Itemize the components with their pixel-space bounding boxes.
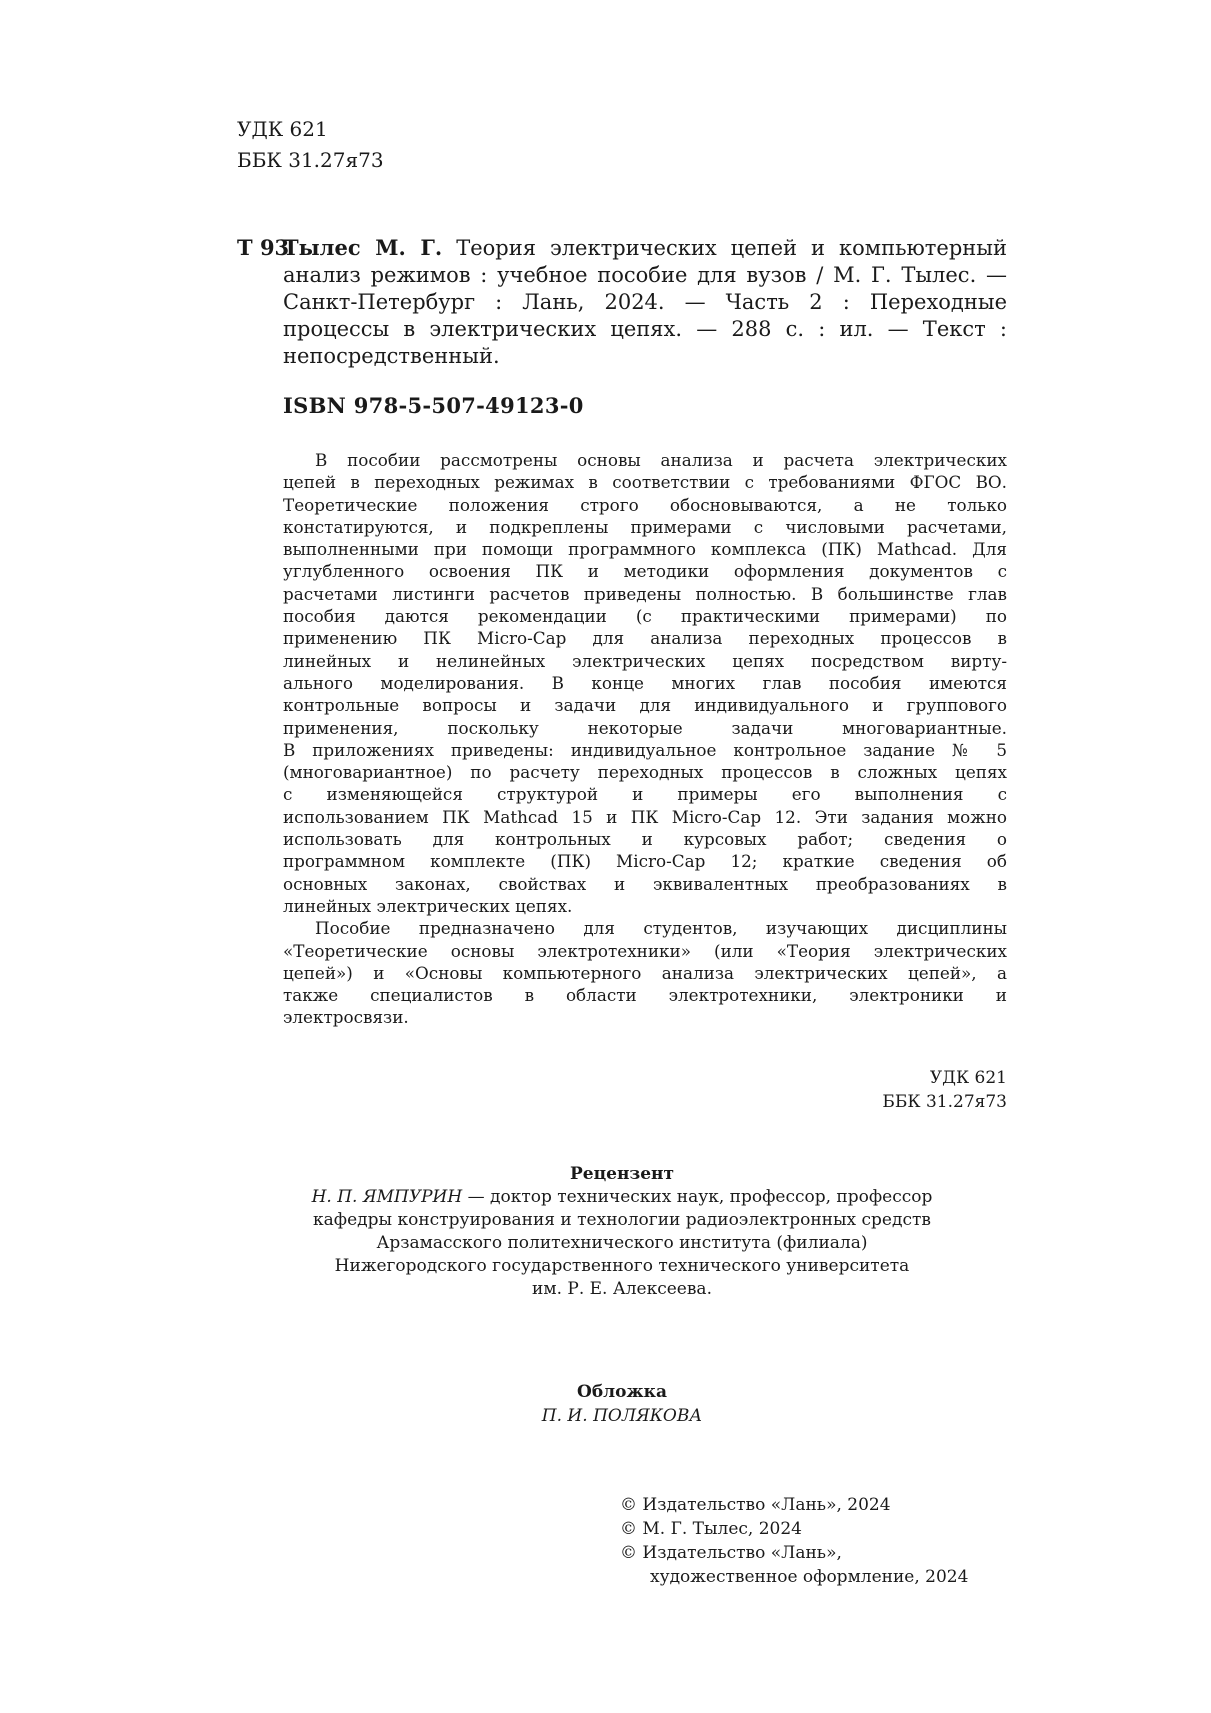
- abstract-line: основных законах, свойствах и эквивалентных преобразованиях в: [283, 873, 1007, 894]
- reviewer-section: [237, 1163, 1007, 1301]
- reviewer-name: Н. П. ЯМПУРИН: [311, 1187, 463, 1207]
- reviewer-line: Нижегородского государственного технического университета: [334, 1256, 910, 1276]
- bibliographic-line: Тылес М. Г. Теория электрических цепей и компьютерный: [283, 235, 1007, 260]
- bibliographic-line: анализ режимов : учебное пособие для вузов / М. Г. Тылес. —: [283, 263, 1007, 287]
- bibliographic-line: Санкт-Петербург : Лань, 2024. — Часть 2 : Переходные: [283, 290, 1007, 314]
- author-mark: Т 93: [237, 235, 290, 260]
- abstract-line: выполненными при помощи программного комплекса (ПК) Mathcad. Для: [283, 539, 1007, 560]
- catalog-record: [237, 234, 1007, 370]
- abstract-line: углубленного освоения ПК и методики оформления документов с: [283, 561, 1007, 582]
- bibliographic-line: процессы в электрических цепях. — 288 с. : ил. — Текст :: [283, 317, 1007, 341]
- bbk-code: ББК 31.27я73: [237, 148, 384, 172]
- cover-label: Обложка: [577, 1382, 667, 1402]
- udk-code: УДК 621: [929, 1068, 1007, 1088]
- abstract-line: также специалистов в области электротехники, электроники и: [283, 985, 1007, 1006]
- abstract-line: цепей в переходных режимах в соответствии с требованиями ФГОС ВО.: [283, 472, 1007, 493]
- abstract-line: использованием ПК Mathcad 15 и ПК Micro-Cap 12. Эти задания можно: [283, 806, 1007, 827]
- abstract-line: цепей») и «Основы компьютерного анализа электрических цепей», а: [283, 962, 1007, 983]
- cover-designer-name: П. И. ПОЛЯКОВА: [541, 1406, 703, 1426]
- reviewer-line: Н. П. ЯМПУРИН — доктор технических наук, профессор, профессор: [311, 1187, 933, 1207]
- abstract-line: использовать для контрольных и курсовых работ; сведения о: [283, 829, 1007, 850]
- abstract-line: «Теоретические основы электротехники» (или «Теория электрических: [283, 940, 1007, 961]
- udk-code: УДК 621: [237, 117, 328, 141]
- abstract-line: пособия даются рекомендации (с практическими примерами) по: [283, 606, 1007, 627]
- bibliographic-line: непосредственный.: [283, 344, 500, 368]
- abstract-line: Пособие предназначено для студентов, изучающих дисциплины: [315, 918, 1007, 939]
- reviewer-label: Рецензент: [569, 1164, 675, 1184]
- abstract-line: применению ПК Micro-Cap для анализа переходных процессов в: [283, 628, 1007, 649]
- classification-codes-bottom: [882, 1066, 1007, 1114]
- abstract-line: расчетами листинги расчетов приведены полностью. В большинстве глав: [283, 583, 1007, 604]
- abstract-line: констатируются, и подкреплены примерами с числовыми расчетами,: [283, 516, 1007, 537]
- copyright-line: © Издательство «Лань»,: [620, 1543, 842, 1563]
- abstract-line: ального моделирования. В конце многих глав пособия имеются: [283, 672, 1007, 693]
- copyright-line: © Издательство «Лань», 2024: [620, 1495, 891, 1515]
- bibliographic-description: [283, 234, 1007, 370]
- reviewer-line: им. Р. Е. Алексеева.: [532, 1279, 712, 1299]
- abstract-line: контрольные вопросы и задачи для индивидуального и группового: [283, 695, 1007, 716]
- isbn: ISBN 978-5-507-49123-0: [283, 393, 584, 418]
- abstract-line: Теоретические положения строго обосновываются, а не только: [283, 494, 1007, 515]
- abstract-line: В приложениях приведены: индивидуальное контрольное задание № 5: [283, 739, 1007, 760]
- copyright-line: © М. Г. Тылес, 2024: [620, 1519, 803, 1539]
- reviewer-line: Арзамасского политехнического института (филиала): [376, 1233, 868, 1253]
- copyright-line: художественное оформление, 2024: [650, 1567, 969, 1587]
- abstract-line: линейных электрических цепях.: [283, 895, 573, 916]
- abstract-line: линейных и нелинейных электрических цепях посредством вирту-: [283, 650, 1007, 671]
- abstract-line: электросвязи.: [283, 1007, 409, 1028]
- abstract-line: с изменяющейся структурой и примеры его выполнения с: [283, 784, 1007, 805]
- classification-codes-top: [237, 114, 384, 176]
- author-name: Тылес М. Г.: [283, 235, 443, 260]
- abstract-line: (многовариантное) по расчету переходных процессов в сложных цепях: [283, 762, 1007, 783]
- abstract-line: применения, поскольку некоторые задачи многовариантные.: [283, 717, 1007, 738]
- abstract: [283, 449, 1007, 1029]
- reviewer-line: кафедры конструирования и технологии радиоэлектронных средств: [313, 1210, 931, 1230]
- copyright-notices: [620, 1493, 968, 1589]
- abstract-line: В пособии рассмотрены основы анализа и расчета электрических: [315, 450, 1007, 470]
- bbk-code: ББК 31.27я73: [882, 1092, 1007, 1112]
- cover-credit-section: [237, 1380, 1007, 1428]
- abstract-line: программном комплекте (ПК) Micro-Cap 12; краткие сведения об: [283, 851, 1007, 872]
